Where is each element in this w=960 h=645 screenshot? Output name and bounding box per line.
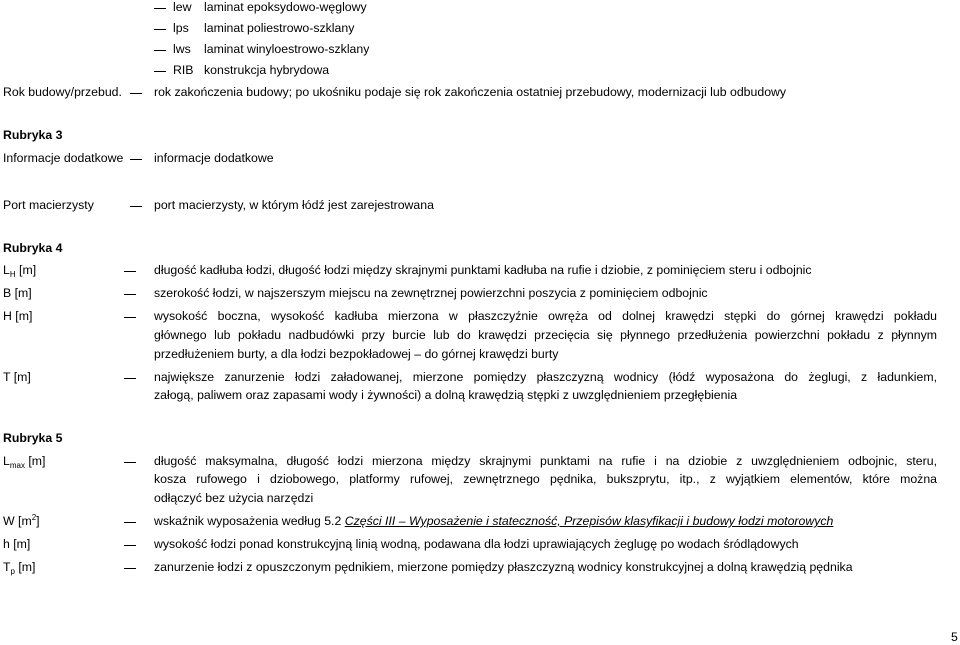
dash [154,71,166,72]
dash [124,294,136,295]
term-tp [3,560,35,576]
def-rok-budowy: rok zakończenia budowy; po ukośniku podaje się rok zakończenia ostatniej przebudowy, modernizacji lub odbudowy [154,85,787,99]
def-w [154,514,833,529]
def-h-line: głównego lub pokładu nadbudówki przy burcie lub do krawędzi przecięcia się płynnego przedłużenia powierzchni pokładu z płynnym [154,328,937,342]
term-informacje-dodatkowe: Informacje dodatkowe [3,151,124,165]
def-t-line: załogą, paliwem oraz zapasami wody i żywności) a dolną krawędzią stępki z uwzględnieniem przegłębienia [154,388,738,402]
abbrev-code: lws [173,42,191,56]
section-heading-rubryka-5: Rubryka 5 [3,431,63,445]
def-tp: zanurzenie łodzi z opuszczonym pędnikiem, mierzone pomiędzy płaszczyzną wodnicy konstrukcyjnej a dolną krawędzią pędnika [154,560,853,574]
term-tp-main: T [3,560,11,574]
term-b: B [m] [3,286,32,300]
term-lmax-unit: [m] [24,454,46,468]
term-port-macierzysty: Port macierzysty [3,198,94,212]
abbrev-desc: laminat epoksydowo-węglowy [204,0,367,14]
dash [124,522,136,523]
def-h-line: przedłużeniem burty, a dla łodzi bezpokładowej – do górnej krawędzi burty [154,347,559,361]
abbrev-desc: konstrukcja hybrydowa [204,63,330,77]
term-lh-unit: [m] [15,263,37,277]
abbrev-code: RIB [173,63,194,77]
abbrev-code: lew [173,0,192,14]
def-lmax-line: odłączyć bez użycia narzędzi [154,491,314,505]
term-lh [3,263,36,279]
term-w-sup: 2 [31,513,37,522]
def-t-line: największe zanurzenie łodzi załadowanej, mierzone pomiędzy płaszczyzną wodnicy (łódź wyposażona do żeglugi, z ładunkiem, [154,370,937,384]
def-informacje-dodatkowe: informacje dodatkowe [154,151,274,165]
term-tp-sub: p [10,567,15,576]
term-rok-budowy: Rok budowy/przebud. [3,85,122,99]
def-w-reference: Części III – Wyposażenie i stateczność, Przepisów klasyfikacji i budowy łodzi motorowych [344,514,834,528]
def-lmax-line: kosza rufowego i dziobowego, platformy rufowej, zewnętrznego pędnika, bukszprytu, itp., z wyjątkiem elementów, które można [154,472,937,486]
dash [124,378,136,379]
dash [154,50,166,51]
abbrev-desc: laminat winyloestrowo-szklany [204,42,370,56]
dash [130,93,142,94]
dash [130,206,142,207]
abbrev-desc: laminat poliestrowo-szklany [204,21,355,35]
term-w [3,514,40,530]
def-lmax-line: długość maksymalna, długość łodzi mierzona między skrajnymi punktami na rufie i na dziobie z uwzględnieniem odbojnic, steru, [154,454,937,468]
def-b: szerokość łodzi, w najszerszym miejscu na zewnętrznej powierzchni poszycia z pominięciem odbojnic [154,286,708,300]
term-tp-unit: [m] [14,560,36,574]
dash [124,317,136,318]
dash [154,29,166,30]
term-lmax-main: L [3,454,10,468]
term-lh-sub: H [9,270,16,279]
dash [124,462,136,463]
dash [130,159,142,160]
term-t: T [m] [3,370,31,384]
term-h-small: h [m] [3,537,31,551]
dash [154,8,166,9]
dash [124,568,136,569]
dash [124,271,136,272]
def-h-small: wysokość łodzi ponad konstrukcyjną linią wodną, podawana dla łodzi uprawiających żeglugę po wodach śródlądowych [154,537,799,551]
term-lmax [3,454,45,470]
section-heading-rubryka-4: Rubryka 4 [3,241,63,255]
section-heading-rubryka-3: Rubryka 3 [3,128,63,142]
def-h-line: wysokość boczna, wysokość kadłuba mierzona w płaszczyźnie owręża od dolnej krawędzi stępki do górnej krawędzi pokładu [154,309,937,323]
def-w-plain: wskaźnik wyposażenia według 5.2 [154,514,345,528]
term-lmax-sub: max [9,461,25,470]
term-h: H [m] [3,309,33,323]
page-number: 5 [951,630,958,644]
def-port-macierzysty: port macierzysty, w którym łódź jest zarejestrowana [154,198,434,212]
term-lh-main: L [3,263,10,277]
def-lh: długość kadłuba łodzi, długość łodzi między skrajnymi punktami kadłuba na rufie i dziobie, z pominięciem steru i odbojnic [154,263,812,277]
term-w-main: W [m [3,514,32,528]
abbrev-code: lps [173,21,189,35]
term-w-close: ] [36,514,40,528]
dash [124,545,136,546]
